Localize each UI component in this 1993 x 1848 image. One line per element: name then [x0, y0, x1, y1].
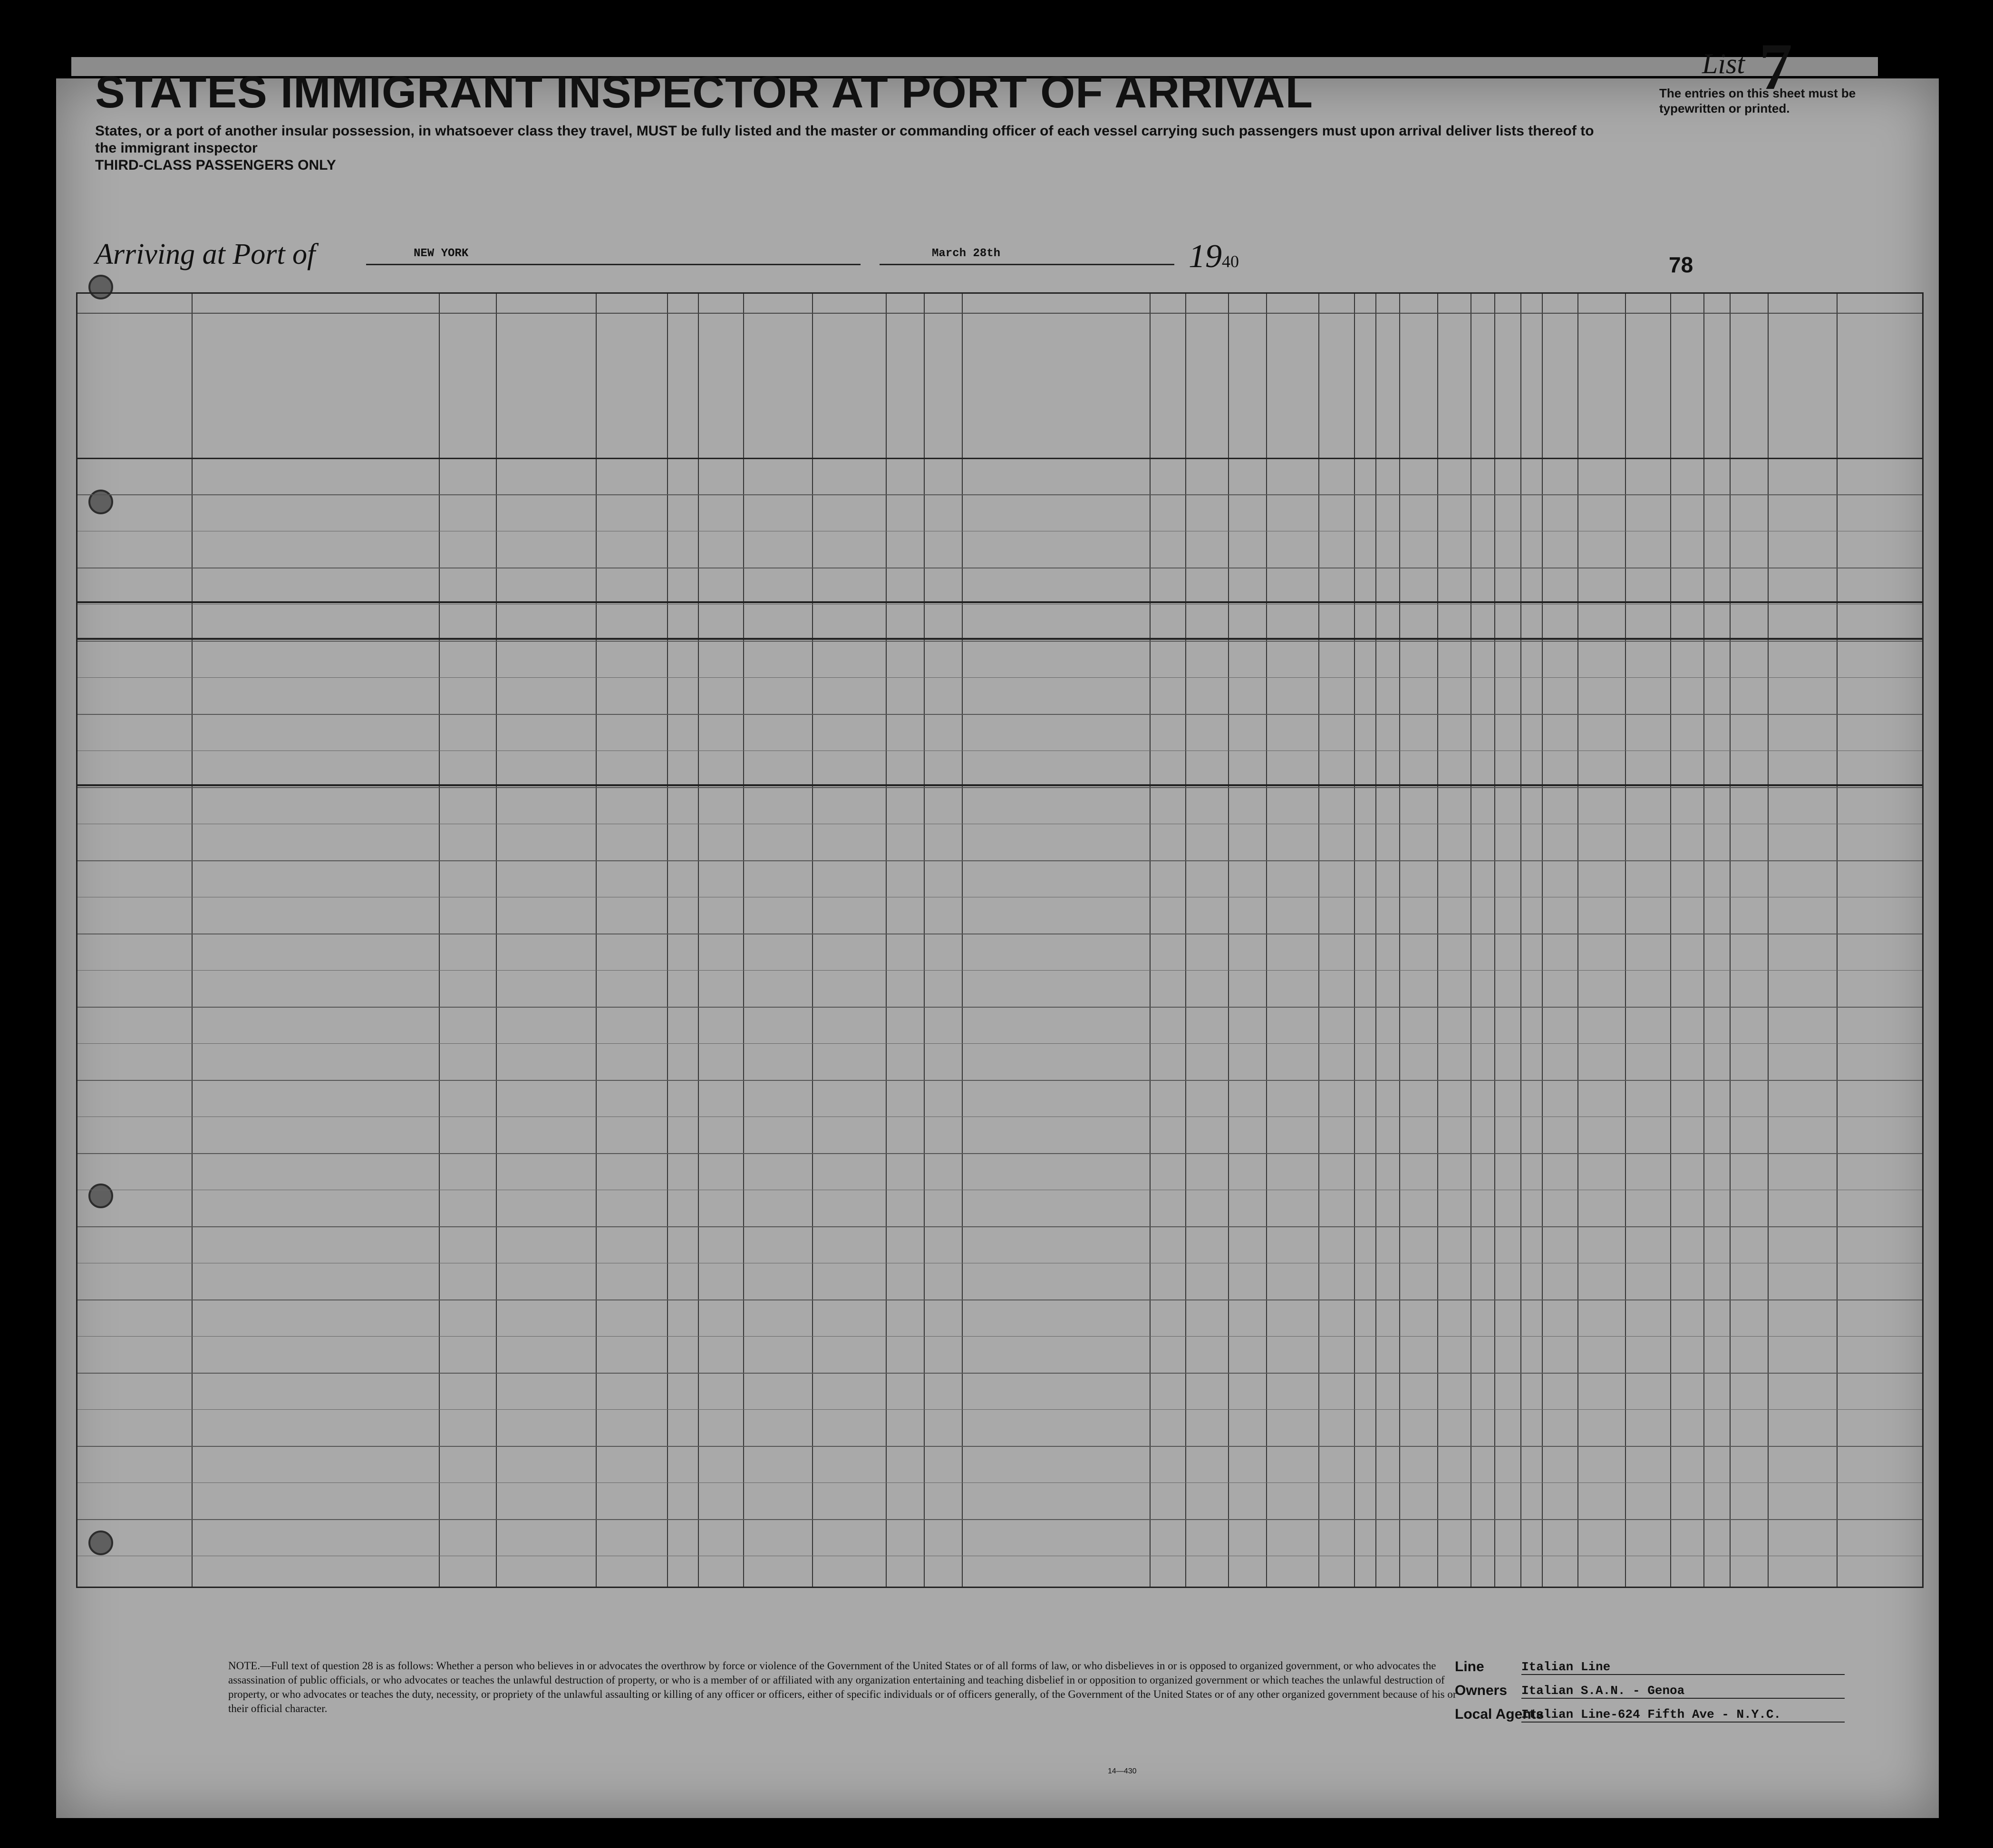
- column-divider: [743, 294, 744, 1587]
- footnote-question-28: NOTE.—Full text of question 28 is as follows: Whether a person who believes in or advocates the overthrow by force or violence of the Government of the United States or of all forms of law, or who disbelieves in or is opposed to organized government, or who advocates the assassination of public officials, or who advocates or teaches the unlawful destruction of property, or who is a member of or affiliated with any organization entertaining and teaching disbelief in or opposition to organized government or which teaches the unlawful destruction of property, or who advocates or teaches the duty, necessity, or propriety of the unlawful assaulting or killing of any officer or officers, either of specific individuals or of officers generally, of the Government of the United States or of any other organized government because of his or their official character.: [228, 1660, 1457, 1714]
- subtitle: [95, 123, 1616, 174]
- row-divider: [77, 714, 1922, 715]
- column-divider: [496, 294, 497, 1587]
- column-divider: [1266, 294, 1267, 1587]
- column-divider: [1577, 294, 1578, 1587]
- column-divider: [1670, 294, 1671, 1587]
- row-divider: [77, 1446, 1922, 1447]
- row-divider: [77, 1373, 1922, 1374]
- row-divider: [77, 1007, 1922, 1008]
- row-divider: [77, 1226, 1922, 1227]
- row-divider: [77, 1299, 1922, 1300]
- column-divider: [439, 294, 440, 1587]
- column-divider: [1520, 294, 1521, 1587]
- row-divider: [77, 1482, 1922, 1483]
- strike-line: [77, 601, 1922, 603]
- strike-line: [77, 638, 1922, 640]
- line-label: Line: [1455, 1659, 1484, 1675]
- row-divider: [77, 494, 1922, 495]
- page-code: 78: [1669, 252, 1693, 277]
- subtitle-line1: States, or a port of another insular possession, in whatsoever class they travel, MUST be fully listed and the master or commanding officer of each vessel carrying such passengers must upon arrival deliver lists thereof to the immigrant inspector: [95, 123, 1594, 156]
- row-divider: [77, 787, 1922, 788]
- owners-value: Italian S.A.N. - Genoa: [1521, 1684, 1845, 1699]
- row-divider: [77, 1336, 1922, 1337]
- row-divider: [77, 1080, 1922, 1081]
- column-divider: [1185, 294, 1186, 1587]
- port-underline: [366, 264, 861, 265]
- column-divider: [1730, 294, 1731, 1587]
- column-divider: [667, 294, 668, 1587]
- port-label: Arriving at Port of: [95, 238, 316, 270]
- row-divider: [77, 1153, 1922, 1154]
- column-divider: [1542, 294, 1543, 1587]
- column-divider: [1703, 294, 1704, 1587]
- row-divider: [77, 860, 1922, 861]
- manifest-table: [76, 292, 1924, 1588]
- column-divider: [698, 294, 699, 1587]
- page-title: STATES IMMIGRANT INSPECTOR AT PORT OF ARRIVAL: [95, 67, 1314, 117]
- subtitle-line2: THIRD-CLASS PASSENGERS ONLY: [95, 157, 336, 173]
- agents-value: Italian Line-624 Fifth Ave - N.Y.C.: [1521, 1707, 1845, 1723]
- column-divider: [1494, 294, 1495, 1587]
- column-divider: [812, 294, 813, 1587]
- date-underline: [880, 264, 1174, 265]
- row-divider: [77, 604, 1922, 605]
- column-divider: [1354, 294, 1355, 1587]
- list-number: 7: [1759, 30, 1792, 104]
- column-divider: [1399, 294, 1400, 1587]
- year-prefix: 19: [1189, 238, 1222, 275]
- line-value: Italian Line: [1521, 1660, 1845, 1675]
- row-divider: [77, 1519, 1922, 1520]
- column-divider: [1150, 294, 1151, 1587]
- header-divider: [77, 313, 1922, 314]
- column-divider: [1625, 294, 1626, 1587]
- port-value: NEW YORK: [414, 247, 469, 260]
- column-divider: [1375, 294, 1376, 1587]
- header-divider: [77, 458, 1922, 459]
- column-divider: [1228, 294, 1229, 1587]
- form-code: 14—430: [1108, 1767, 1137, 1775]
- agents-label: Local Agents: [1455, 1706, 1544, 1722]
- row-divider: [77, 1116, 1922, 1117]
- column-divider: [886, 294, 887, 1587]
- row-divider: [77, 677, 1922, 678]
- typewritten-note: The entries on this sheet must be typewritten or printed.: [1659, 86, 1856, 116]
- column-divider: [192, 294, 193, 1587]
- column-divider: [1318, 294, 1319, 1587]
- list-label: List: [1702, 48, 1745, 79]
- row-divider: [77, 1043, 1922, 1044]
- column-divider: [596, 294, 597, 1587]
- column-divider: [1437, 294, 1438, 1587]
- strike-line: [77, 784, 1922, 786]
- row-divider: [77, 1409, 1922, 1410]
- column-divider: [1768, 294, 1769, 1587]
- year: [1189, 238, 1239, 276]
- date-value: March 28th: [932, 247, 1001, 260]
- column-divider: [962, 294, 963, 1587]
- row-divider: [77, 970, 1922, 971]
- column-divider: [924, 294, 925, 1587]
- row-divider: [77, 641, 1922, 642]
- column-divider: [1837, 294, 1838, 1587]
- owners-label: Owners: [1455, 1683, 1508, 1698]
- year-suffix: 40: [1222, 252, 1239, 271]
